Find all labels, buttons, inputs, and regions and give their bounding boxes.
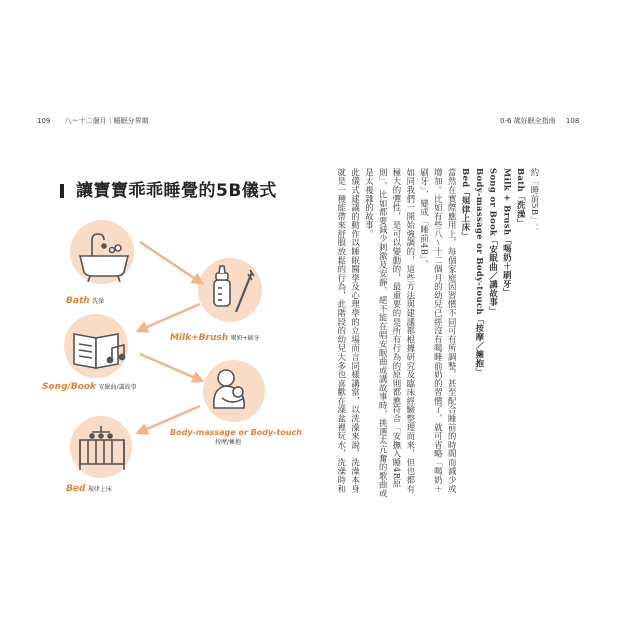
bathtub-icon bbox=[80, 234, 128, 282]
arrow-milk-to-book bbox=[140, 304, 200, 330]
arrow-bath-to-milk bbox=[140, 242, 200, 282]
caption-song-letter: B bbox=[70, 382, 78, 392]
caption-milk-word: Milk bbox=[170, 333, 192, 343]
right-page-number: 108 bbox=[565, 117, 580, 125]
paragraph-1: 當然在實際應用上，每個家庭因習慣不同可有所調整，甚至配合睡前的時間而減少或增加。比如有些八〜十二個月的幼兒已經沒有喝睡前奶的習慣了，就可省略「喝奶＋刷牙」，變成「睡前4B」。 bbox=[419, 168, 458, 494]
vertical-text bbox=[334, 168, 541, 498]
paragraph-3: 此儀式建議的動作以睡眠醫學及心理學的立場而言同樣講當，以洗澡來說，洗澡本身就是一種能帶來舒服放鬆的行為，此階段的幼兒大多也喜歡在澡盆裡玩水，洗澡時和 bbox=[336, 168, 361, 494]
intro-line: 約「睡前5B」： bbox=[529, 168, 540, 234]
caption-milk-plus: + bbox=[191, 333, 199, 343]
list-body: Body-massage or Body-touch「按摩／擁抱」 bbox=[474, 168, 485, 377]
caption-milk bbox=[170, 333, 260, 343]
caption-milk-label: 喝奶+刷牙 bbox=[230, 335, 260, 342]
arrow-book-to-massage bbox=[140, 354, 200, 380]
caption-bath bbox=[66, 296, 104, 306]
left-section-title: 八～十二個月｜睡眠分界期 bbox=[64, 117, 149, 125]
bottle-brush-icon bbox=[214, 266, 254, 312]
caption-bed-word: ed bbox=[72, 484, 86, 494]
caption-bath-label: 洗澡 bbox=[92, 298, 105, 305]
caption-massage-word: Body-massage or Body-touch bbox=[170, 428, 302, 437]
caption-song-label: 安眠曲/講故事 bbox=[98, 384, 137, 391]
list-milk-brush: Milk + Brush「喝奶＋刷牙」 bbox=[502, 168, 513, 297]
list-bed: Bed「規律上床」 bbox=[460, 168, 471, 241]
title-text: 讓寶寶乖乖睡覺的5B儀式 bbox=[76, 181, 277, 201]
book-music-icon bbox=[74, 334, 125, 368]
hugging-icon bbox=[214, 370, 244, 408]
paragraph-2: 如同我們一開始強調的，這些方法與建議都根據研究及臨床經驗整理而來，但也都有極大的彈性，是可以變動的，最重要的是所有行為的原則都應符合「安撫入睡4R原則」，比如都要減少刺激及安靜，絕不能在唱安眠曲或講故事時，挑選太亢奮的歌曲或是太複雜的故事。 bbox=[364, 168, 416, 498]
list-song-book: Song or Book「安眠曲／講故事」 bbox=[488, 168, 499, 316]
left-page-number: 109 bbox=[37, 117, 51, 125]
caption-bath-word: ath bbox=[72, 296, 90, 306]
caption-song-slash: / bbox=[67, 382, 71, 392]
caption-song-word: Song bbox=[42, 382, 68, 392]
caption-bed-label: 規律上床 bbox=[87, 486, 112, 493]
caption-bed-letter: B bbox=[66, 484, 73, 494]
caption-bath-letter: B bbox=[66, 296, 73, 306]
caption-bed bbox=[66, 484, 112, 494]
list-bath: Bath「洗澡」 bbox=[516, 168, 527, 228]
caption-massage-label: 按摩/擁抱 bbox=[214, 439, 242, 446]
caption-song bbox=[42, 382, 137, 392]
right-page-body bbox=[334, 168, 610, 498]
caption-massage bbox=[170, 428, 302, 446]
crib-icon bbox=[80, 426, 124, 470]
caption-song-rest: ook bbox=[77, 382, 97, 392]
right-section-title: 0-6 歲好眠全指南 bbox=[500, 117, 556, 125]
caption-milk-letter: B bbox=[198, 333, 206, 343]
caption-milk-rest: rush bbox=[205, 333, 229, 343]
